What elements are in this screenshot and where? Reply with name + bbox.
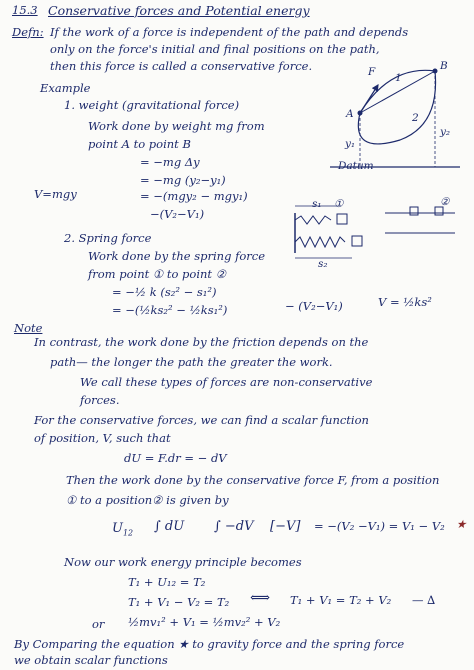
weight-line-2: point A to point B (88, 137, 191, 151)
page-title: Conservative forces and Potential energy (48, 3, 310, 18)
note-line-2: path— the longer the path the greater the work. (50, 355, 333, 369)
spring-heading: 2. Spring force (64, 231, 152, 245)
weight-step-1: = −mg Δy (140, 155, 200, 169)
example-label: Example (40, 81, 91, 95)
integral-dv: ∫ −dV (214, 519, 254, 534)
weight-step-4: −(V₂−V₁) (150, 207, 205, 221)
conservative-line-1: For the conservative forces, we can find a scalar function (34, 413, 369, 427)
principle-arrow: ⟺ (250, 590, 271, 606)
work-line-1: Then the work done by the conservative force F, from a position (66, 473, 440, 487)
principle-eq4: ½mv₁² + V₁ = ½mv₂² + V₂ (128, 615, 281, 629)
point2-label: ② (440, 196, 450, 208)
spring-potential: V = ½ks² (378, 295, 432, 309)
y2-label: y₂ (440, 126, 451, 138)
point1-label: ① (334, 198, 344, 210)
point-b-label: B (440, 60, 448, 72)
spring-line-1: Work done by the spring force (88, 249, 266, 263)
weight-heading: 1. weight (gravitational force) (64, 98, 240, 112)
path2-label: 2 (412, 112, 419, 124)
principle-eq2: T₁ + V₁ − V₂ = T₂ (128, 595, 230, 609)
weight-step-2: = −mg (y₂−y₁) (140, 173, 226, 187)
s1-label: s₁ (312, 198, 322, 210)
principle-eq3: T₁ + V₁ = T₂ + V₂ (290, 593, 392, 607)
definition-line-1: If the work of a force is independent of the path and depends (50, 25, 409, 39)
principle-intro: Now our work energy principle becomes (64, 555, 302, 569)
work-tag: ★ (456, 517, 467, 531)
spring-line-2: from point ① to point ② (88, 267, 227, 281)
weight-line-1: Work done by weight mg from (88, 119, 265, 133)
closing-line-1: By Comparing the equation ★ to gravity force and the spring force (14, 637, 405, 651)
u12-label: $U_{12}$ (112, 521, 134, 538)
note-label: Note (14, 321, 43, 335)
definition-line-3: then this force is called a conservative force. (50, 59, 313, 73)
integral-du: ∫ dU (154, 519, 185, 534)
spring-equiv: − (V₂−V₁) (285, 299, 343, 313)
weight-side-label: V=mgy (34, 187, 77, 201)
path1-label: 1 (395, 72, 402, 84)
note-line-3: We call these types of forces are non-conservative (80, 375, 373, 389)
definition-line-2: only on the force's initial and final positions on the path, (50, 42, 380, 56)
s2-label: s₂ (318, 258, 328, 270)
work-result: = −(V₂ −V₁) = V₁ − V₂ (314, 519, 445, 533)
note-line-4: forces. (80, 393, 120, 407)
y1-label: y₁ (345, 138, 356, 150)
spring-step-2: = −(½ks₂² − ½ks₁²) (112, 303, 228, 317)
datum-label: Datum (338, 160, 374, 172)
weight-step-3: = −(mgy₂ − mgy₁) (140, 189, 248, 203)
note-line-1: In contrast, the work done by the friction depends on the (34, 335, 369, 349)
force-label: F (368, 66, 376, 78)
principle-eq1: T₁ + U₁₂ = T₂ (128, 575, 206, 589)
work-line-2: ① to a position② is given by (66, 493, 229, 507)
bracket-v: [−V] (270, 519, 301, 534)
section-number: 15.3 (12, 3, 38, 17)
definition-label: Defn: (12, 25, 44, 39)
conservative-eq: dU = F.dr = − dV (124, 451, 227, 465)
conservative-line-2: of position, V, such that (34, 431, 171, 445)
principle-tag: — ∆ (412, 593, 436, 607)
point-a-label: A (346, 108, 354, 120)
spring-step-1: = −½ k (s₂² − s₁²) (112, 285, 217, 299)
principle-or: or (92, 617, 105, 631)
closing-line-2: we obtain scalar functions (14, 653, 168, 667)
